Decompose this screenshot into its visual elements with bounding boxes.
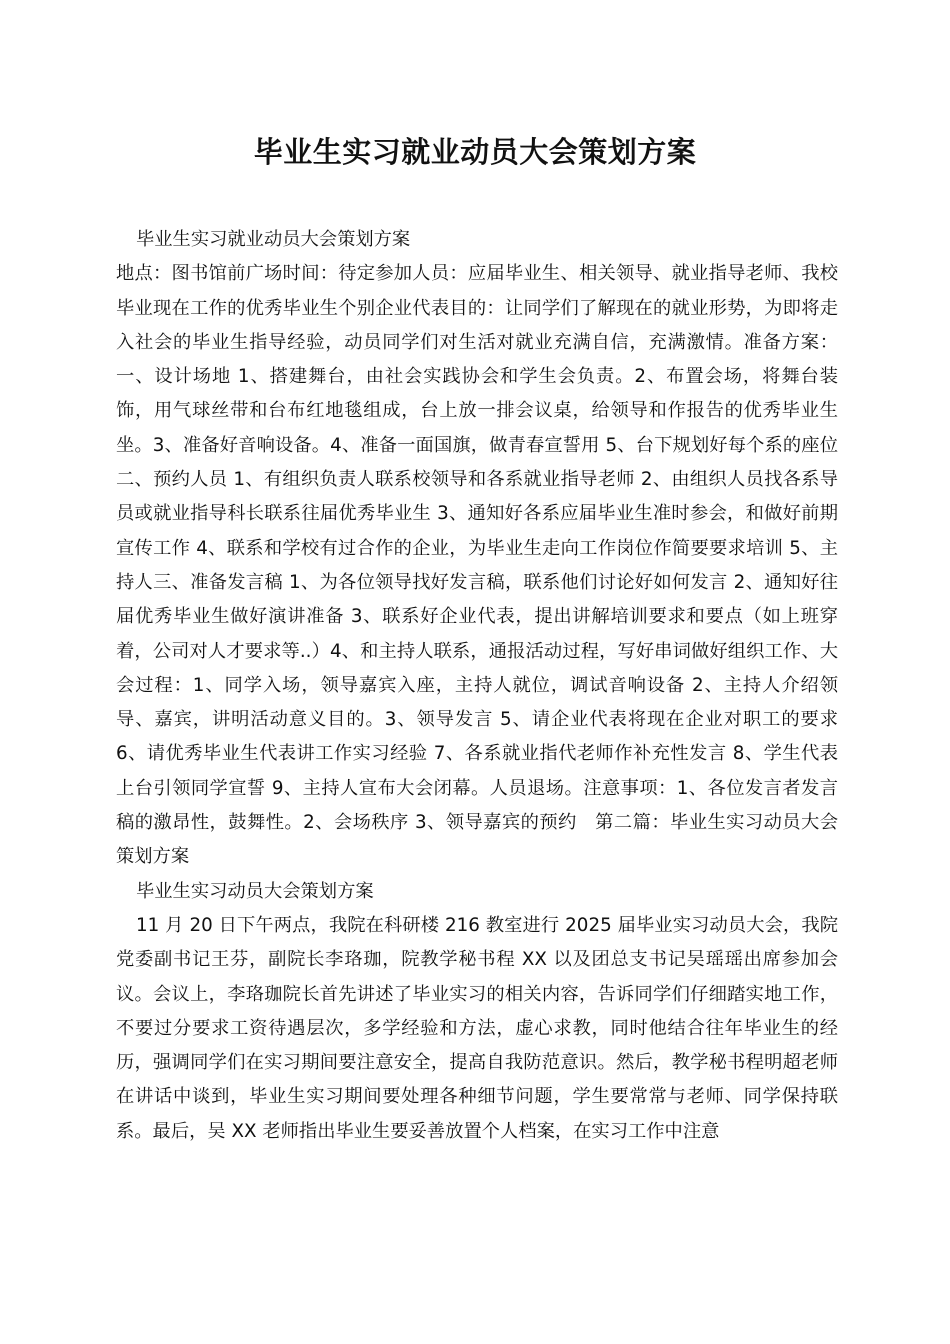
paragraph-plan (116, 257, 838, 874)
document-title: 毕业生实习就业动员大会策划方案 (253, 135, 697, 169)
document-body (116, 223, 838, 1149)
paragraph-plan-text: 地点：图书馆前广场时间：待定参加人员：应届毕业生、相关领导、就业指导老师、我校毕业现在工作的优秀毕业生个别企业代表目的：让同学们了解现在的就业形势，为即将走入社会的毕业生指导经验，动员同学们对生活对就业充满自信，充满激情。准备方案：一、设计场地 1、搭建舞台，由社会实践协会和学生会负责。2、布置会场，将舞台装饰，用气球丝带和台布红地毯组成，台上放一排会议桌，给领导和作报告的优秀毕业生坐。3、准备好音响设备。4、准备一面国旗，做青春宣誓用 5、台下规划好每个系的座位二、预约人员 1、有组织负责人联系校领导和各系就业指导老师 2、由组织人员找各系导员或就业指导科长联系往届优秀毕业生 3、通知好各系应届毕业生准时参会，和做好前期宣传工作 4、联系和学校有过合作的企业，为毕业生走向工作岗位作简要要求培训 5、主持人三、准备发言稿 1、为各位领导找好发言稿，联系他们讨论好如何发言 2、通知好往届优秀毕业生做好演讲准备 3、联系好企业代表，提出讲解培训要求和要点（如上班穿着，公司对人才要求等..）4、和主持人联系，通报活动过程，写好串词做好组织工作、大会过程：1、同学入场，领导嘉宾入座，主持人就位，调试音响设备 2、主持人介绍领导、嘉宾，讲明活动意义目的。3、领导发言 5、请企业代表将现在企业对职工的要求 6、请优秀毕业生代表讲工作实习经验 7、各系就业指代老师作补充性发言 8、学生代表上台引领同学宣誓 9、主持人宣布大会闭幕。人员退场。注意事项：1、各位发言者发言稿的激昂性，鼓舞性。2、会场秩序 3、领导嘉宾的预约 (116, 263, 838, 834)
paragraph-section-title: 毕业生实习动员大会策划方案 (136, 880, 374, 902)
paragraph-meeting-report: 11 月 20 日下午两点，我院在科研楼 216 教室进行 2025 届毕业实习动员大会，我院党委副书记王芬，副院长李珞珈，院教学秘书程 XX 以及团总支书记吴瑶瑶出席参加会议。会议上，李珞珈院长首先讲述了毕业实习的相关内容，告诉同学们仔细踏实地工作，不要过分要求工资待遇层次，多学经验和方法，虚心求教，同时他结合往年毕业生的经历，强调同学们在实习期间要注意安全，提高自我防范意识。然后，教学秘书程明超老师在讲话中谈到，毕业生实习期间要处理各种细节问题，学生要常常与老师、同学保持联系。最后，吴 XX 老师指出毕业生要妥善放置个人档案，在实习工作中注意 (116, 914, 838, 1142)
paragraph-subtitle: 毕业生实习就业动员大会策划方案 (136, 229, 411, 250)
section-two-heading: 第二篇：毕业生实习动员大会策划方案 (116, 812, 839, 868)
